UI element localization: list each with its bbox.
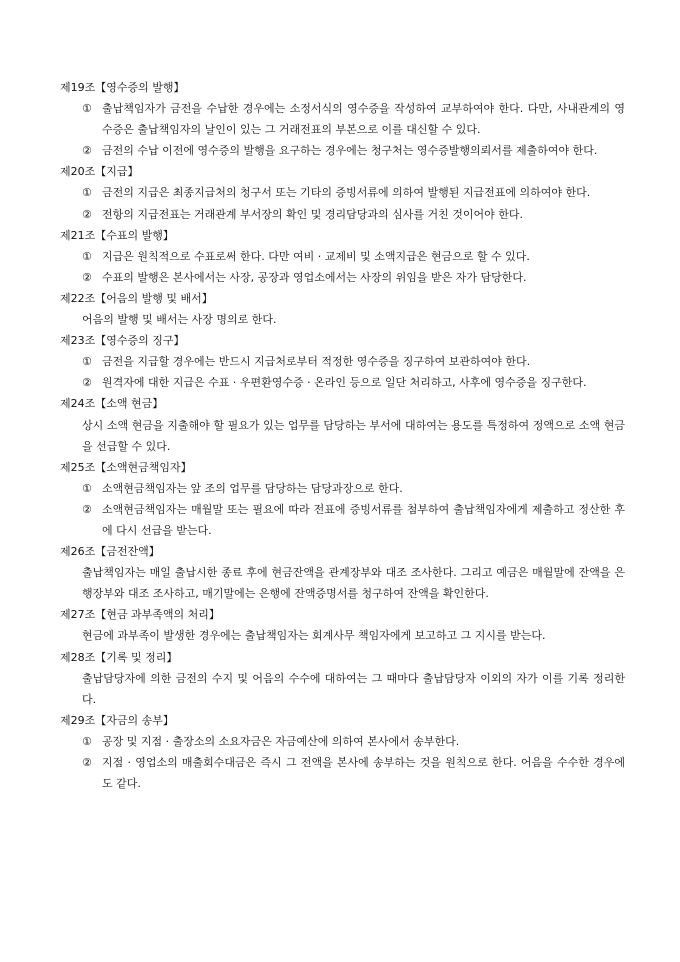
clause-text: 금전을 지급할 경우에는 반드시 지급처로부터 적정한 영수증을 징구하여 보관하여야 한다. (102, 355, 531, 369)
clause (60, 182, 625, 203)
article (60, 541, 625, 604)
article-title (60, 647, 625, 668)
article-number: 제21조 (60, 228, 96, 242)
article-heading: 【어음의 발행 및 배서】 (95, 291, 213, 305)
article-number: 제28조 (60, 650, 96, 664)
article-number: 제22조 (60, 291, 96, 305)
clause-number: ② (82, 756, 92, 769)
article-body: 출납책임자는 매일 출납시한 종료 후에 현금잔액을 관계장부와 대조 조사한다. 그리고 예금은 매월말에 잔액을 은행장부와 대조 조사하고, 매기말에는 은행에 잔액증명서를 청구하여 잔액을 확인한다. (82, 566, 625, 601)
clause-number: ② (82, 144, 92, 158)
clause (60, 499, 625, 541)
article-heading: 【수표의 발행】 (95, 228, 174, 242)
article-heading: 【소액 현금】 (95, 397, 164, 411)
article-title (60, 77, 625, 98)
clause (60, 267, 625, 288)
article-body: 현금에 과부족이 발생한 경우에는 출납책임자는 회계사무 책임자에게 보고하고 그 지시를 받는다. (82, 629, 546, 643)
article-number: 제20조 (60, 165, 96, 179)
article-body: 상시 소액 현금을 지출해야 할 필요가 있는 업무를 담당하는 부서에 대하여는 용도를 특정하여 정액으로 소액 현금을 선급할 수 있다. (82, 418, 625, 453)
article-title (60, 393, 625, 414)
clause-number: ① (82, 102, 92, 116)
clause (60, 98, 625, 140)
article (60, 710, 625, 794)
article-title (60, 330, 625, 351)
clause-text: 지급은 원칙적으로 수표로써 한다. 다만 여비 · 교제비 및 소액지급은 현금으로 할 수 있다. (102, 249, 530, 263)
clause-number: ② (82, 376, 92, 390)
clause (60, 752, 625, 794)
clause-text: 수표의 발행은 본사에서는 사장, 공장과 영업소에서는 사장의 위임을 받은 자가 담당한다. (102, 270, 527, 284)
article-number: 제24조 (60, 397, 96, 411)
regulation-text (60, 77, 625, 794)
clause-number: ② (82, 207, 92, 221)
article-title (60, 457, 625, 478)
clause-text: 소액현금책임자는 매월말 또는 필요에 따라 전표에 증빙서류를 첨부하여 출납책임자에게 제출하고 정산한 후에 다시 선급을 받는다. (102, 502, 625, 537)
article (60, 225, 625, 288)
clause-number: ① (82, 355, 92, 369)
article-number: 제19조 (60, 81, 96, 94)
clause-text: 지점 · 영업소의 매출회수대금은 즉시 그 전액을 본사에 송부하는 것을 원칙으로 한다. 어음을 수수한 경우에도 같다. (102, 756, 625, 791)
clause-text: 금전의 수납 이전에 영수증의 발행을 요구하는 경우에는 청구처는 영수증발행의뢰서를 제출하여야 한다. (102, 144, 598, 158)
article-heading: 【자금의 송부】 (95, 713, 174, 727)
clause-number: ① (82, 249, 92, 263)
clause-number: ② (82, 502, 92, 516)
article-title (60, 288, 625, 309)
article-number: 제25조 (60, 460, 96, 474)
article (60, 77, 625, 161)
clause-text: 공장 및 지점 · 출장소의 소요자금은 자금예산에 의하여 본사에서 송부한다. (102, 734, 460, 748)
clause (60, 372, 625, 393)
article (60, 647, 625, 710)
clause (60, 478, 625, 499)
article-heading: 【기록 및 정리】 (95, 650, 178, 664)
article-heading: 【지급】 (95, 165, 139, 179)
clause (60, 731, 625, 752)
clause-text: 전항의 지급전표는 거래관계 부서장의 확인 및 경리담당과의 심사를 거친 것이어야 한다. (102, 207, 523, 221)
clause-text: 원격자에 대한 지급은 수표 · 우편환영수증 · 온라인 등으로 일단 처리하고, 사후에 영수증을 징구한다. (102, 376, 587, 390)
article-heading: 【현금 과부족액의 처리】 (95, 608, 220, 622)
clause (60, 246, 625, 267)
clause-text: 출납책임자가 금전을 수납한 경우에는 소정서식의 영수증을 작성하여 교부하여야 한다. 다만, 사내관계의 영수증은 출납책임자의 날인이 있는 그 거래전표의 부본으로 이를 대신할 수 있다. (102, 102, 625, 137)
article-heading: 【소액현금책임자】 (95, 460, 192, 474)
article-title (60, 541, 625, 562)
clause-text: 소액현금책임자는 앞 조의 업무를 담당하는 담당과장으로 한다. (102, 481, 403, 495)
article-number: 제27조 (60, 608, 96, 622)
article-title (60, 710, 625, 731)
article (60, 161, 625, 224)
clause (60, 351, 625, 372)
article-title (60, 225, 625, 246)
article-body: 어음의 발행 및 배서는 사장 명의로 한다. (82, 313, 277, 327)
article-number: 제29조 (60, 713, 96, 727)
clause (60, 204, 625, 225)
clause-number: ① (82, 481, 92, 495)
article (60, 457, 625, 541)
clause-number: ① (82, 186, 92, 200)
article-body: 출납담당자에 의한 금전의 수지 및 어음의 수수에 대하여는 그 때마다 출납담당자 이외의 자가 이를 기록 정리한다. (82, 671, 625, 706)
article-title (60, 604, 625, 625)
article (60, 330, 625, 393)
article (60, 393, 625, 456)
article-number: 제26조 (60, 545, 96, 559)
article-heading: 【금전잔액】 (95, 545, 160, 559)
article-number: 제23조 (60, 334, 96, 348)
article (60, 288, 625, 330)
clause-number: ① (82, 734, 92, 748)
clause-number: ② (82, 270, 92, 284)
clause (60, 140, 625, 161)
article (60, 604, 625, 646)
article-heading: 【영수증의 징구】 (95, 334, 185, 348)
article-heading: 【영수증의 발행】 (95, 81, 185, 94)
clause-text: 금전의 지급은 최종지급처의 청구서 또는 기타의 증빙서류에 의하여 발행된 지급전표에 의하여야 한다. (102, 186, 591, 200)
article-title (60, 161, 625, 182)
